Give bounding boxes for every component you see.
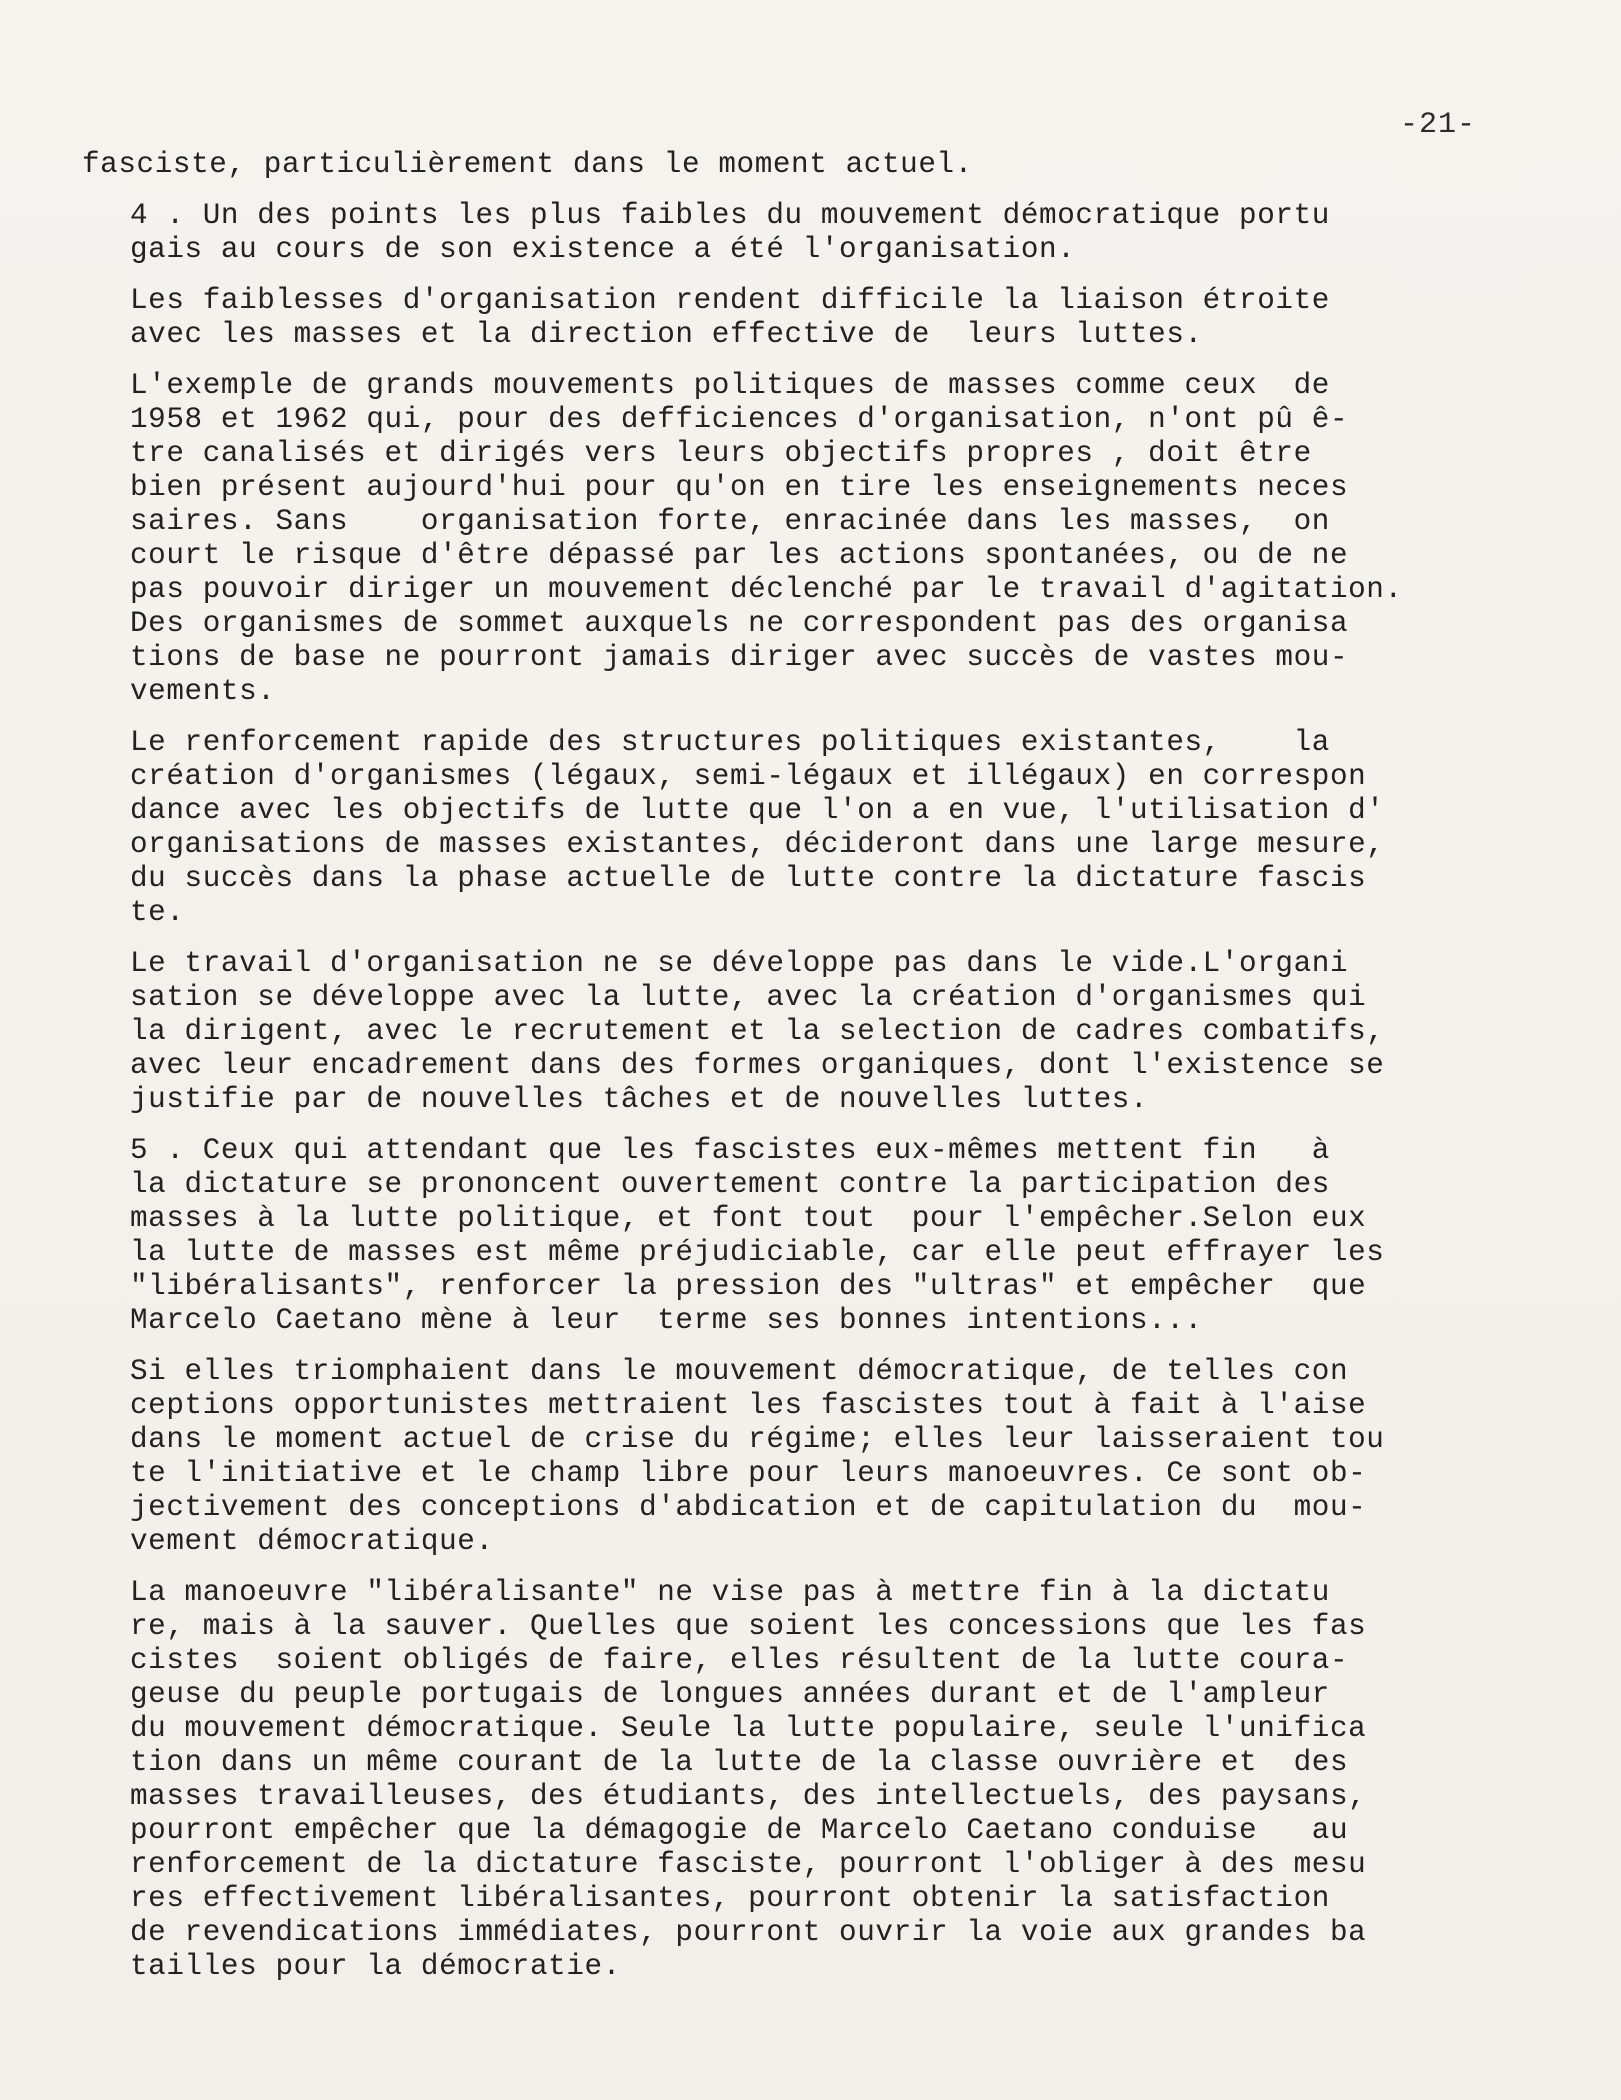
paragraph-point-5 — [82, 1134, 1527, 1338]
paragraph-travail-organisation — [82, 947, 1527, 1117]
text-line: 4 . Un des points les plus faibles du mouvement démocratique portu — [130, 199, 1330, 232]
text-line: L'exemple de grands mouvements politiques de masses comme ceux de — [130, 369, 1330, 402]
text-line: pas pouvoir diriger un mouvement déclenché par le travail d'agitation. — [130, 573, 1403, 606]
text-line: du succès dans la phase actuelle de lutte contre la dictature fascis — [130, 862, 1367, 895]
text-line: Le travail d'organisation ne se développe pas dans le vide.L'organi — [130, 947, 1349, 980]
text-line: La manoeuvre "libéralisante" ne vise pas à mettre fin à la dictatu — [130, 1576, 1330, 1609]
text-line: avec les masses et la direction effective de leurs luttes. — [130, 318, 1203, 351]
text-line: Le renforcement rapide des structures politiques existantes, la — [130, 726, 1330, 759]
text-line: re, mais à la sauver. Quelles que soient les concessions que les fas — [130, 1610, 1367, 1643]
text-line: de revendications immédiates, pourront ouvrir la voie aux grandes ba — [130, 1916, 1367, 1949]
text-line: cistes soient obligés de faire, elles résultent de la lutte coura- — [130, 1644, 1349, 1677]
paragraph-renforcement — [82, 726, 1527, 930]
text-line: "libéralisants", renforcer la pression des "ultras" et empêcher que — [130, 1270, 1367, 1303]
paragraph-manoeuvre-liberalisante — [82, 1576, 1527, 1984]
text-line: renforcement de la dictature fasciste, pourront l'obliger à des mesu — [130, 1848, 1367, 1881]
text-line: vements. — [130, 675, 276, 708]
text-line: organisations de masses existantes, décideront dans une large mesure, — [130, 828, 1385, 861]
text-line: création d'organismes (légaux, semi-légaux et illégaux) en correspon — [130, 760, 1367, 793]
text-line: court le risque d'être dépassé par les actions spontanées, ou de ne — [130, 539, 1349, 572]
text-line: la dictature se prononcent ouvertement contre la participation des — [130, 1168, 1330, 1201]
text-line: saires. Sans organisation forte, enracinée dans les masses, on — [130, 505, 1330, 538]
text-line: la dirigent, avec le recrutement et la selection de cadres combatifs, — [130, 1015, 1385, 1048]
text-line: avec leur encadrement dans des formes organiques, dont l'existence se — [130, 1049, 1385, 1082]
text-line: jectivement des conceptions d'abdication et de capitulation du mou- — [130, 1491, 1367, 1524]
text-line: res effectivement libéralisantes, pourront obtenir la satisfaction — [130, 1882, 1330, 1915]
text-line: bien présent aujourd'hui pour qu'on en tire les enseignements neces — [130, 471, 1349, 504]
paragraph-1958-1962-example — [82, 369, 1527, 709]
text-line: masses à la lutte politique, et font tout pour l'empêcher.Selon eux — [130, 1202, 1367, 1235]
text-line: pourront empêcher que la démagogie de Marcelo Caetano conduise au — [130, 1814, 1349, 1847]
text-line: fasciste, particulièrement dans le moment actuel. — [82, 148, 973, 181]
text-line: dance avec les objectifs de lutte que l'on a en vue, l'utilisation d' — [130, 794, 1385, 827]
text-line: dans le moment actuel de crise du régime; elles leur laisseraient tou — [130, 1423, 1385, 1456]
text-line: vement démocratique. — [130, 1525, 494, 1558]
text-line: tailles pour la démocratie. — [130, 1950, 621, 1983]
paragraph-continuation — [82, 148, 1527, 182]
text-line: tions de base ne pourront jamais diriger avec succès de vastes mou- — [130, 641, 1349, 674]
text-line: Des organismes de sommet auxquels ne correspondent pas des organisa — [130, 607, 1349, 640]
text-line: geuse du peuple portugais de longues années durant et de l'ampleur — [130, 1678, 1330, 1711]
text-line: tre canalisés et dirigés vers leurs objectifs propres , doit être — [130, 437, 1312, 470]
text-line: masses travailleuses, des étudiants, des intellectuels, des paysans, — [130, 1780, 1367, 1813]
text-line: ceptions opportunistes mettraient les fascistes tout à fait à l'aise — [130, 1389, 1367, 1422]
text-line: Si elles triomphaient dans le mouvement démocratique, de telles con — [130, 1355, 1349, 1388]
text-line: justifie par de nouvelles tâches et de nouvelles luttes. — [130, 1083, 1149, 1116]
text-line: Les faiblesses d'organisation rendent difficile la liaison étroite — [130, 284, 1330, 317]
text-line: 5 . Ceux qui attendant que les fascistes eux-mêmes mettent fin à — [130, 1134, 1330, 1167]
text-line: Marcelo Caetano mène à leur terme ses bonnes intentions... — [130, 1304, 1203, 1337]
text-line: la lutte de masses est même préjudiciable, car elle peut effrayer les — [130, 1236, 1385, 1269]
text-line: sation se développe avec la lutte, avec la création d'organismes qui — [130, 981, 1367, 1014]
text-line: tion dans un même courant de la lutte de la classe ouvrière et des — [130, 1746, 1349, 1779]
text-line: 1958 et 1962 qui, pour des defficiences d'organisation, n'ont pû ê- — [130, 403, 1349, 436]
page-number: -21- — [1399, 108, 1476, 142]
document-body — [82, 148, 1527, 2001]
text-line: gais au cours de son existence a été l'organisation. — [130, 233, 1076, 266]
text-line: te. — [130, 896, 185, 929]
paragraph-organisation-weakness — [82, 284, 1527, 352]
text-line: te l'initiative et le champ libre pour leurs manoeuvres. Ce sont ob- — [130, 1457, 1367, 1490]
paragraph-conceptions-opportunistes — [82, 1355, 1527, 1559]
paragraph-point-4 — [82, 199, 1527, 267]
text-line: du mouvement démocratique. Seule la lutte populaire, seule l'unifica — [130, 1712, 1367, 1745]
